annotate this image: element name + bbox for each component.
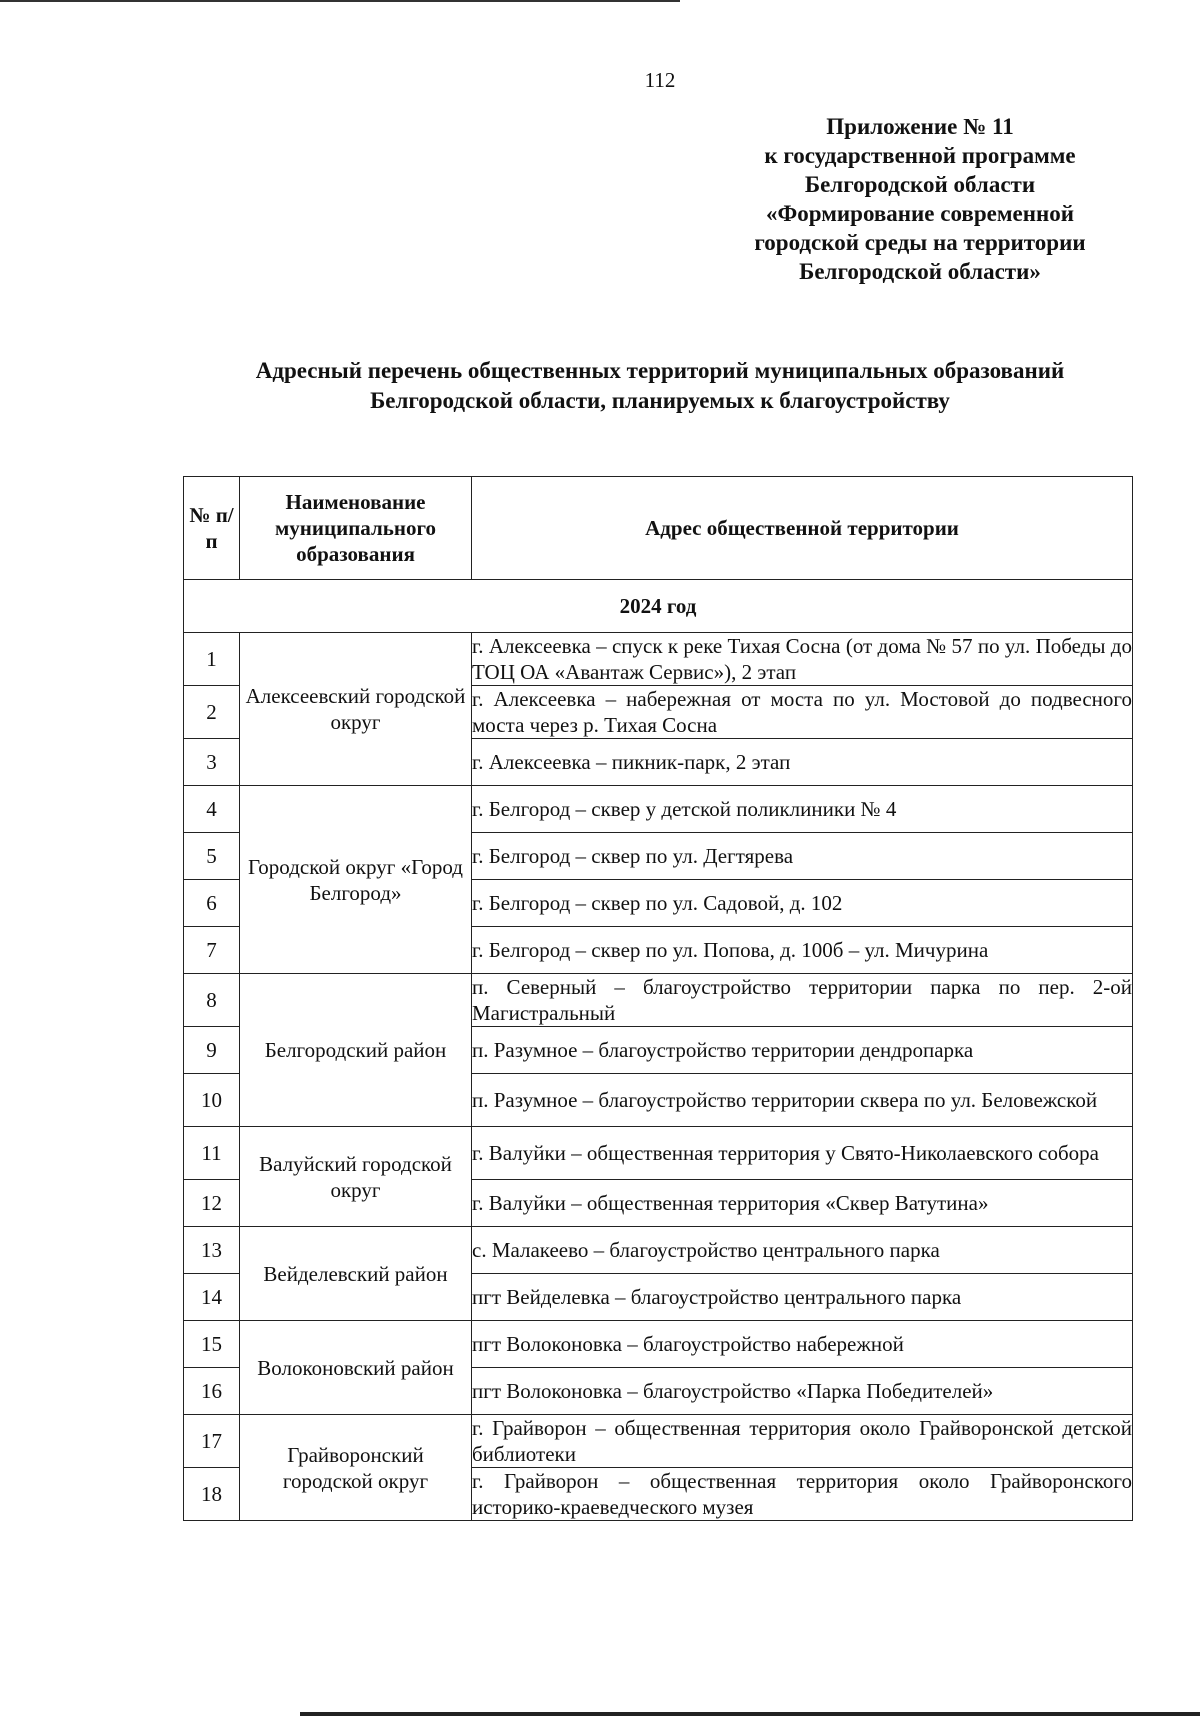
table-row	[184, 1321, 1133, 1368]
address-cell: г. Белгород – сквер по ул. Садовой, д. 102	[472, 880, 1133, 927]
address-cell: г. Грайворон – общественная территория около Грайворонского историко-краеведческого музея	[472, 1469, 1132, 1519]
row-num: 11	[184, 1127, 240, 1180]
scan-edge-bottom	[300, 1712, 1200, 1716]
address-cell: г. Алексеевка – набережная от моста по ул. Мостовой до подвесного моста через р. Тихая Сосна	[472, 687, 1132, 737]
address-cell: г. Белгород – сквер по ул. Попова, д. 100б – ул. Мичурина	[472, 927, 1133, 974]
appendix-line: городской среды на территории	[754, 230, 1086, 255]
address-cell: пгт Вейделевка – благоустройство центрального парка	[472, 1274, 1133, 1321]
address-cell: г. Белгород – сквер у детской поликлиники № 4	[472, 786, 1133, 833]
year-row: 2024 год	[184, 580, 1133, 633]
table-row	[184, 633, 1133, 686]
address-cell: г. Валуйки – общественная территория у Свято-Николаевского собора	[472, 1127, 1133, 1180]
row-num: 7	[184, 927, 240, 974]
row-num: 12	[184, 1180, 240, 1227]
address-cell: пгт Волоконовка – благоустройство набережной	[472, 1321, 1133, 1368]
header-address: Адрес общественной территории	[472, 477, 1133, 580]
appendix-line: к государственной программе	[764, 143, 1076, 168]
municipality-cell: Валуйский городской округ	[240, 1127, 472, 1227]
table-row	[184, 1415, 1133, 1468]
row-num: 3	[184, 739, 240, 786]
appendix-line: Приложение № 11	[826, 114, 1014, 139]
row-num: 10	[184, 1074, 240, 1127]
row-num: 14	[184, 1274, 240, 1321]
row-num: 15	[184, 1321, 240, 1368]
municipality-cell: Алексеевский городской округ	[240, 633, 472, 786]
row-num: 2	[184, 686, 240, 739]
row-num: 5	[184, 833, 240, 880]
address-cell: п. Разумное – благоустройство территории дендропарка	[472, 1027, 1133, 1074]
address-cell: г. Валуйки – общественная территория «Сквер Ватутина»	[472, 1180, 1133, 1227]
address-cell: г. Алексеевка – спуск к реке Тихая Сосна (от дома № 57 по ул. Победы до ТОЦ ОА «Авантаж Сервис»), 2 этап	[472, 634, 1132, 684]
address-cell: г. Грайворон – общественная территория около Грайворонской детской библиотеки	[472, 1416, 1132, 1466]
municipality-cell: Грайворонский городской округ	[240, 1415, 472, 1521]
municipality-cell: Белгородский район	[240, 974, 472, 1127]
row-num: 17	[184, 1415, 240, 1468]
address-cell: пгт Волоконовка – благоустройство «Парка Победителей»	[472, 1368, 1133, 1415]
row-num: 16	[184, 1368, 240, 1415]
row-num: 1	[184, 633, 240, 686]
address-cell: г. Белгород – сквер по ул. Дегтярева	[472, 833, 1133, 880]
document-title	[170, 356, 1150, 416]
header-municipality: Наименование муниципального образования	[240, 477, 472, 580]
row-num: 8	[184, 974, 240, 1027]
municipality-cell: Городской округ «Город Белгород»	[240, 786, 472, 974]
row-num: 13	[184, 1227, 240, 1274]
municipality-cell: Вейделевский район	[240, 1227, 472, 1321]
table-row	[184, 974, 1133, 1027]
address-cell: п. Северный – благоустройство территории парка по пер. 2-ой Магистральный	[472, 975, 1132, 1025]
row-num: 18	[184, 1468, 240, 1521]
address-cell: п. Разумное – благоустройство территории сквера по ул. Беловежской	[472, 1074, 1133, 1127]
row-num: 4	[184, 786, 240, 833]
appendix-line: Белгородской области»	[799, 259, 1041, 284]
table-row	[184, 786, 1133, 833]
title-line-2: Белгородской области, планируемых к благоустройству	[370, 388, 950, 413]
table-row	[184, 1127, 1133, 1180]
page-number: 112	[644, 68, 676, 92]
appendix-header	[700, 112, 1140, 286]
address-cell: г. Алексеевка – пикник-парк, 2 этап	[472, 739, 1133, 786]
address-cell: с. Малакеево – благоустройство центрального парка	[472, 1227, 1133, 1274]
municipality-cell: Волоконовский район	[240, 1321, 472, 1415]
row-num: 9	[184, 1027, 240, 1074]
title-line-1: Адресный перечень общественных территорий муниципальных образований	[255, 358, 1065, 383]
appendix-line: Белгородской области	[804, 172, 1036, 197]
table-row	[184, 1227, 1133, 1274]
territory-table	[183, 476, 1133, 1521]
scan-edge-top	[0, 0, 680, 2]
header-num: № п/п	[184, 477, 240, 580]
appendix-line: «Формирование современной	[766, 201, 1074, 226]
row-num: 6	[184, 880, 240, 927]
